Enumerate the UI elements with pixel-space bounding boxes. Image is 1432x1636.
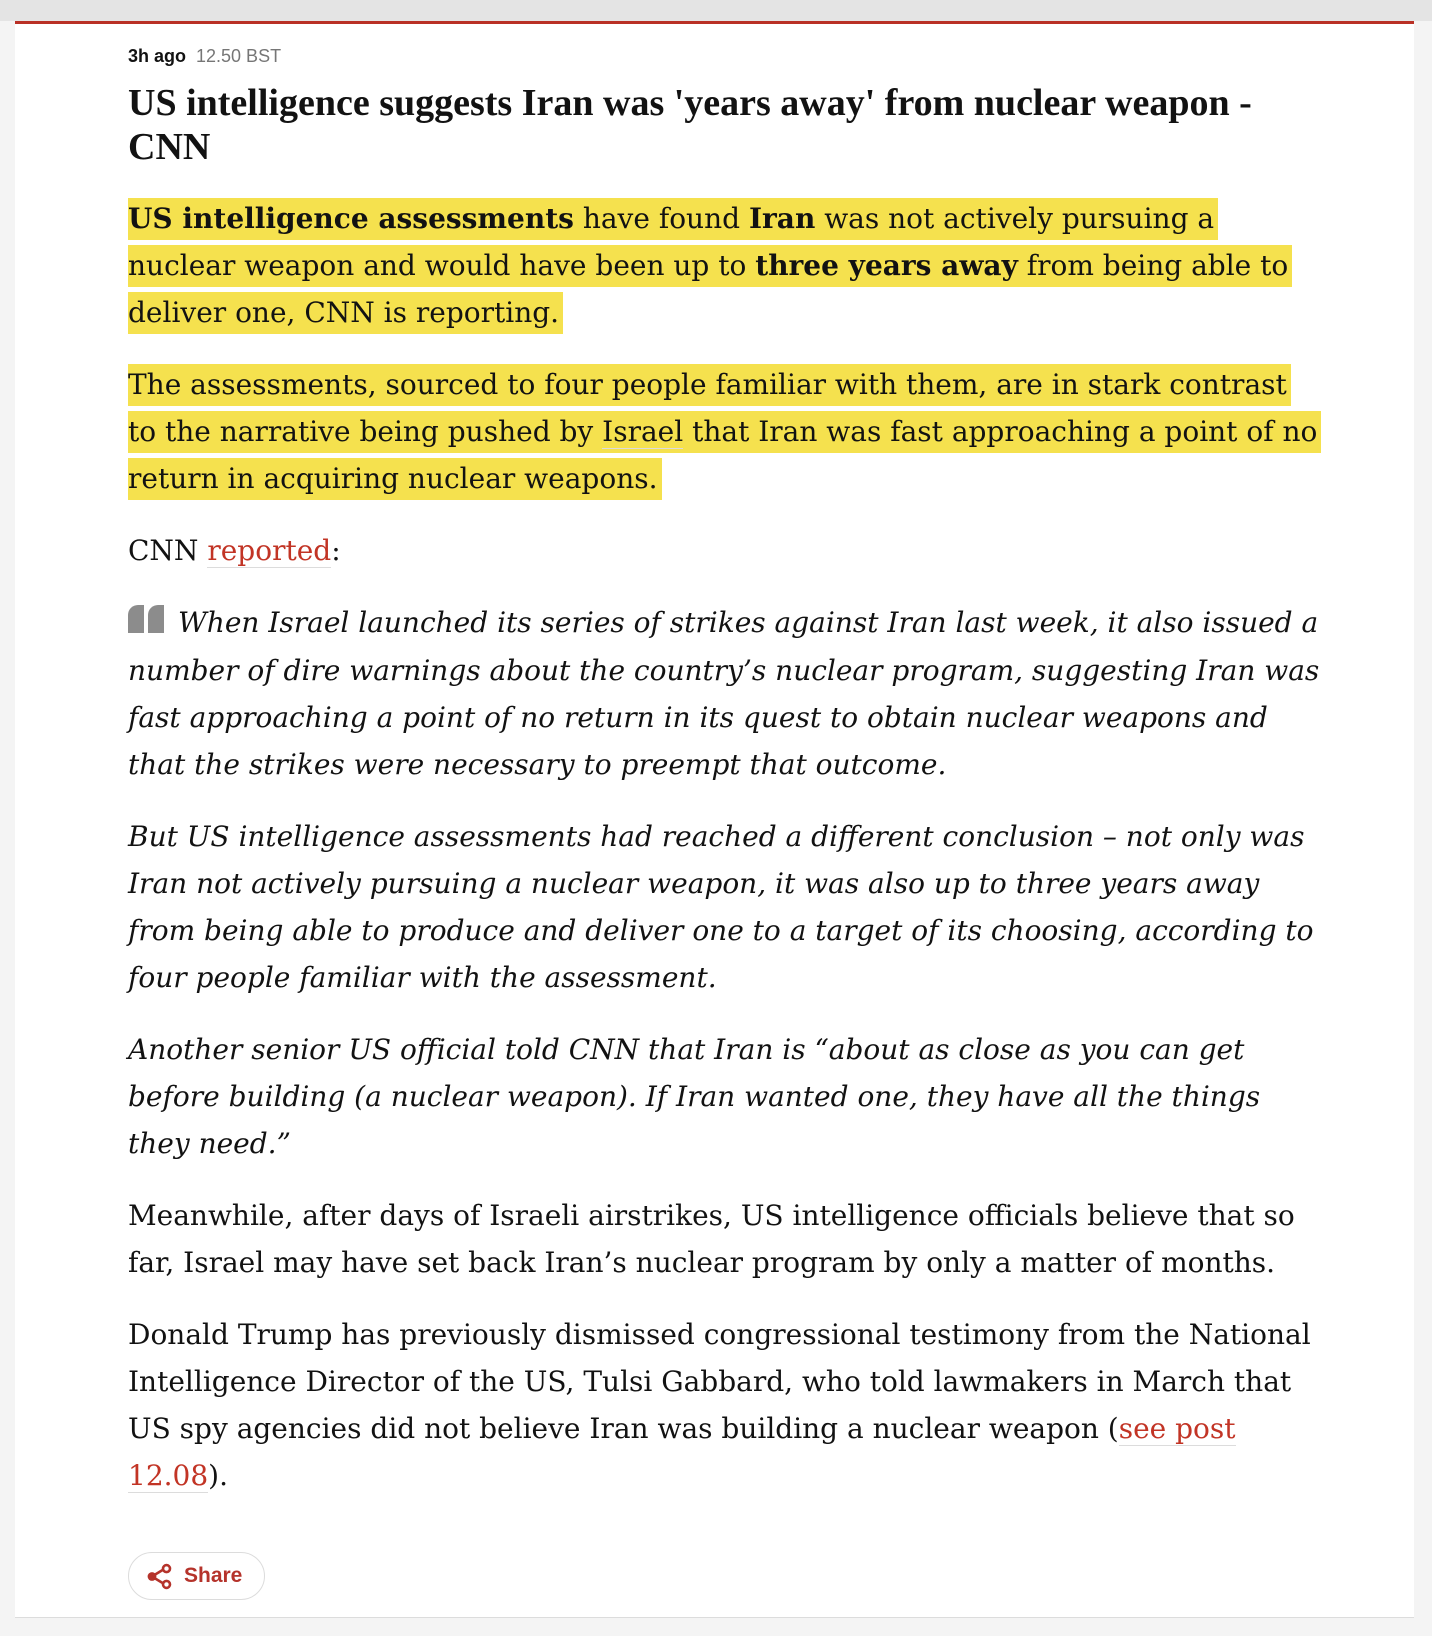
lede-bold-3: three years away [755,249,1018,283]
post-timestamp [128,46,1320,67]
highlighted-text [128,364,1321,500]
attribution-text-1: CNN [128,534,208,568]
post-content [128,24,1320,1600]
lede-text-2: was not actively pursuing a nuclear weapon and would have been up to [128,202,1215,283]
page-background-strip [0,0,1432,21]
quote-icon [128,600,166,647]
post-headline: US intelligence suggests Iran was 'years away' from nuclear weapon - CNN [128,82,1252,169]
attribution-text-2: : [331,534,341,568]
quote-text-1: When Israel launched its series of strikes against Iran last week, it also issued a number of dire warnings about the country’s nuclear program, suggesting Iran was fast approaching a point of no return in its quest to obtain nuclear weapons and that the strikes were necessary to preempt that outcome. [128,606,1320,782]
time-of-day-label: 12.50 BST [196,46,282,66]
trump-paragraph [128,1311,1320,1499]
share-button-label: Share [184,1564,243,1588]
live-blog-post [15,21,1414,1618]
time-ago-label: 3h ago [128,46,187,66]
attribution-line [128,527,1320,574]
blockquote [128,599,1320,1167]
lede-text-3: from being able to deliver one, CNN is reporting. [128,249,1289,330]
lede-bold-1: US intelligence assessments [128,202,574,236]
second-paragraph [128,361,1320,502]
lede-text-1: have found [573,202,749,236]
see-post-link[interactable]: see post 12.08 [128,1412,1236,1493]
israel-link[interactable]: Israel [602,415,684,449]
trump-text-2: ). [208,1459,228,1493]
share-icon [146,1563,173,1590]
lede-paragraph [128,195,1320,336]
reported-link[interactable]: reported [207,534,332,568]
quote-paragraph-1 [128,599,1320,788]
quote-paragraph-3: Another senior US official told CNN that Iran is “about as close as you can get before building (a nuclear weapon). If Iran wanted one, they have all the things they need.” [128,1033,1261,1161]
trump-text-1: Donald Trump has previously dismissed congressional testimony from the National Intelligence Director of the US, Tulsi Gabbard, who told lawmakers in March that US spy agencies did not believe Iran was building a nuclear weapon ( [128,1318,1311,1446]
second-text-1: The assessments, sourced to four people familiar with them, are in stark contrast to the narrative being pushed by [128,368,1287,449]
quote-paragraph-2: But US intelligence assessments had reached a different conclusion – not only was Iran not actively pursuing a nuclear weapon, it was also up to three years away from being able to produce and deliver one to a target of its choosing, according to four people familiar with the assessment. [128,820,1314,995]
lede-bold-2: Iran [748,202,816,236]
highlighted-text [128,198,1292,334]
share-button[interactable] [128,1552,265,1600]
meanwhile-paragraph: Meanwhile, after days of Israeli airstrikes, US intelligence officials believe that so far, Israel may have set back Iran’s nuclear program by only a matter of months. [128,1199,1295,1280]
second-text-2: that Iran was fast approaching a point of no return in acquiring nuclear weapons. [128,415,1318,496]
